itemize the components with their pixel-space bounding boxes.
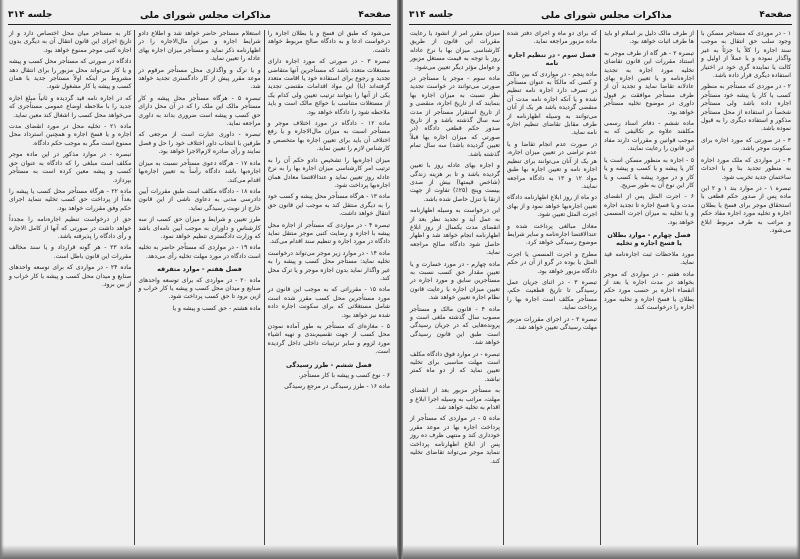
paragraph: ماده ششم - دفاتر اسناد رسمی مکلفند علاوه بر تکالیفی که به موجب قوانین و مقررات دارند مفاد این قانون را رعایت نمایند. — [604, 120, 694, 153]
book-gutter — [397, 0, 403, 559]
paragraph: تبصره ۲ - هر گاه از طرف موجر به استناد مقررات این قانون تقاضای تخلیه مورد اجاره به تجدید اجاره‌نامه و یا تعیین اجاره بهای عادلانه تقاضا نماید و تجدید آن از طرف مستأجر موافقت بر قبول داوری در موضوع تخلیه مستأجر خواهد بود. — [604, 49, 694, 116]
paragraph: ماده پنجم - در مواردی که بین مالک و کسی که مالکاً به عنوان مستأجر در تصرف دارد اجاره نامه تنظیم شده و یا آنکه اجاره نامه مدت آن منقضی گردیده باشد هر یک از آنان می‌توانند به وسیله اظهارنامه از طرف مقابل تقاضای تنظیم اجاره نامه نماید. — [507, 70, 597, 137]
paragraph: استعلام مستأجر حاضر خواهد شد و اطلاع دادو شرایط اجاره و میزان مال‌الاجاره را در اظهارنامه ذکر نماید و مستأجر میزان اجاره بهای عادله را تعیین نماید. — [138, 30, 261, 63]
paragraph: به مستأجر مزبور بعد از انقضای مهلت، مراتب به وسیله اجرا ابلاغ و اقدام به تخلیه خواهد شد. — [410, 387, 500, 412]
section-heading: فصل ششم - طرز رسیدگی — [286, 360, 372, 369]
text-column — [264, 30, 393, 545]
paragraph: مورد ملاحظات ثبت اجاره‌نامه قید نماید. — [604, 250, 694, 267]
page-bottom-shadow — [401, 545, 800, 559]
paragraph: که برای دو ماه و اجرای دفتر شده ماده مزبور مراجعه نماید. — [507, 30, 597, 46]
left-page-columns — [6, 30, 393, 545]
paragraph: از طرف مالک دلیل بر اسلام او باید ها طرف اثبات خواهد بود. — [604, 30, 694, 46]
paragraph: مطرح و اجرت المسمی یا اجرت المثل یا بوده در گرو از آن در حکم دادگاه مزبور خواهد بود. — [507, 250, 597, 275]
right-page-columns — [407, 30, 794, 545]
text-column — [503, 30, 600, 545]
section-heading: فصل هفتم - موارد متفرقه — [157, 265, 242, 274]
scan-edge-right — [796, 0, 800, 559]
paragraph: ماده هفتم - در مواردی که موجر بخواهد در مدت اجاره یا بعد از انقضاء اجاره بر حسب مورد حکم بطلان یا فسخ اجاره و تخلیه مورد اجاره را درخواست کند. — [604, 270, 694, 312]
paragraph: تبصره ۱ - در موارد بند ۱ و ۲ این ماده پس از صدور حکم قطعی با استحقاق موجر برای فسخ یا بطلان اجاره و تخلیه مورد اجاره مفاد حکم و مراتب به طرف مربوط ابلاغ می‌شود. — [701, 184, 791, 234]
session-label: جلسه ۳۱۴ — [8, 10, 53, 20]
paragraph: ماده ۱۹ - در مواردی که مستأجر حاضر به تخلیه است دادگاه در مورد مهلت تخلیه رأی می‌دهد. — [138, 244, 261, 260]
paragraph: در صورت عدم انجام تقاضا و یا عدم تراضی در تعیین میزان اجاره، هر یک از آنان می‌توانند برای تنظیم اجاره نامه و تعیین اجاره بها طبق مواد ۱۲ و ۱۳ به دادگاه مراجعه نمایند. — [507, 140, 597, 190]
paragraph: ماده ۲۲ - هرگاه مستأجر محل کسب یا پیشه را بعداً از پرداخت حق کسب تخلیه ننماید اجرای حکم وفق مقررات خواهد بود. — [9, 187, 132, 212]
paragraph: و یا ترک و واگذاری محل مستأجر مرقوم در موعد مقرر پیش از کار دادگستری تجدید خواهد شد. — [138, 66, 261, 91]
paragraph: می‌شود که طبق آن فسخ و یا بطلان اجاره را درخواست ادعا و به دادگاه صالح مربوط خواهد داشت. — [267, 30, 390, 54]
section-heading: فصل سوم - در تنظیم اجاره نامه — [508, 50, 596, 68]
right-page — [400, 0, 800, 559]
paragraph: این درخواست به وسیله اظهارنامه به عمل آید و تجدید نظر بعد از انقضای مدت یکسال از روز ابلاغ اظهارنامه انجام خواهد شد و اظهار حاصل شود دادگاه صالح مراجعه نماید. — [410, 207, 500, 257]
paragraph: ماده ۱۴ - در موارد زیر موجر می‌تواند درخواست تخلیه نماید: مستأجر محل کسب و پیشه را به غیر واگذار نماید بدون اجازه موجر و یا ترک محل کند. — [267, 249, 390, 282]
paragraph: تبصره ۳ - در اثنای جریان عمل رسیدگی تا تاریخ قطعیت حکم، مستأجر مکلف است اجاره بها را پرداخت نماید. — [507, 278, 598, 312]
paragraph: دو ماه از روز ابلاغ اظهارنامه دادگاه تعیین اجاره‌بها خواهد نمود و از بهای اجرت المثل تعیین شود. — [507, 194, 597, 219]
right-page-header — [409, 8, 792, 25]
paragraph: تبصره - در موارد مذکور در این ماده موجر مکلف است مبلغی را که دادگاه به عنوان حق کسب و پیشه معین کرده است به مستأجر بپردازد. — [9, 151, 132, 184]
paragraph: دادگاه در صورتی که مستأجر محل کسب و پیشه و یا کار می‌تواند محل مزبور را برای انتقال دهد مشروط بر اینکه اولاً مستأجر جدید با همان کسب و پیشه یا کار مشغول شود. — [9, 58, 132, 91]
text-column — [600, 30, 697, 545]
paragraph: ماده چهارم - در مورد خسارت و یا تعیین مقدار حق کسب نسبت به مستأجرین سابق و مورد اجاره در تعیین میزان اجاره با رعایت قانون نظام اجاره تعیین خواهد شد. — [410, 260, 500, 302]
paragraph: ماده هشتم - حق کسب و پیشه و یا — [172, 304, 261, 312]
paragraph: ۵ - مغازه‌ای که مستأجر به طور آماده نمودن محل کسب از جهت تقسیم‌بندی و تهیه اشیاء مورد لزوم و سایر ترتیبات داخلی داخل گردیده است. — [267, 323, 390, 356]
paragraph: ۳ - در صورتی که مورد اجاره برای سکونت موجر باشد. — [701, 136, 791, 153]
paragraph: کار به مستأجر میان محل اختصاص دارد و از تاریخ اجرای این قانون انتقال آن به دیگری بدون اجازه کتبی موجر ممنوع خواهد بود. — [9, 30, 132, 54]
text-column — [134, 30, 263, 545]
paragraph: ۶ - نوع کسب و پیشه با کار مستأجر. — [298, 372, 390, 380]
text-column — [6, 30, 134, 545]
paragraph: ماده ۱۷ - هرگاه دعوی مستأجر نسبت به میزان اجاره‌بها باشد دادگاه رأساً به تعیین اجاره‌بها اقدام می‌کند. — [138, 159, 261, 184]
paragraph: ماده ۲۰ - در مواردی که برای توسعه واحدهای صنایع و میدان محل کسب و پیشه یا کار خراب و ازین برود تا حق کسب پرداخت شود. — [138, 276, 261, 301]
paragraph: معادل مبالغی پرداخت شده و عند‌الاقتضا اجاره‌نامه و سایر شرایط موضوع رسیدگی خواهد کرد. — [507, 222, 597, 247]
paragraph: ۵ - اجاره به منظور مسکن است یا کار یا پیشه و یا کسب و پیشه و یا کار و در مورد پیشه یا کسب و یا کار این نوع آن به طور صریح. — [604, 156, 694, 189]
paragraph: ماده ۱۳ - هرگاه مستأجر محل پیشه و کسب خود را به دیگری منتقل کند به موجب این قانون حق انتقال خواهد داشت. — [267, 193, 390, 218]
paragraph: و اجاره بهای عادله روز با تعیین گردیده باشد و تا بر هزینه زندگی (شاخص قیمتها) بیش از صدی بیست وپنج (۲۵٪) تفاوت از جهت ارتقا یا تنزل حاصل شده باشد. — [410, 162, 500, 203]
paragraph: میزان اجاره‌بها را تشخیص دادو حکم آن را به ترتیب امر کارشناسی میزان اجاره بها را به نرخ عادله روز تعیین نماید و عند‌الاقتضا معادل همان اجاره‌بها پرداخت شود. — [267, 156, 390, 189]
text-column — [697, 30, 794, 545]
left-page-header — [8, 8, 391, 25]
publication-title: مذاکرات مجلس شورای ملی — [540, 9, 672, 21]
paragraph: ماده ۲۱ - تخلیه محل در مورد انقضای مدت اجاره و یا فسخ اجاره و همچنین استرداد محل ممنوع است مگر به موجب حکم دادگاه. — [9, 123, 132, 147]
paragraph: تبصره - داوری عبارت است از مرجعی که طرفین با انتخاب داور اختلاف خود را حل و فصل نمایند و رأی صادره لازم‌الاجرا خواهد بود. — [138, 131, 261, 156]
paragraph: ماده ۲۳ - هر گونه قرارداد و یا سند مخالف مقررات این قانون باطل است. — [9, 244, 132, 260]
paragraph: ماده سوم - موجر یا مستأجر در صورتی می‌توانند در خواست تجدید نظر نسبت به میزان اجاره بها بنمایند که از تاریخ اجاره، منقضی و از تاریخ استقرار مستأجر از مدت سه سال گذشته باشد و از تاریخ صدور حکم قطعی دادگاه (در صورتی که میزان اجاره بها قبلاً تعیین گردیده باشد) سه سال تمام گذشته باشد. — [410, 75, 500, 158]
page-bottom-shadow — [0, 545, 399, 559]
session-label: جلسه ۳۱۴ — [409, 10, 454, 20]
paragraph: ماده ۲۴ - در مواردی که برای توسعه واحدهای صنایع و میدان محل کسب و پیشه یا کار خراب و از بین برود. — [9, 264, 132, 288]
page-label: صفحه۴ — [358, 10, 391, 20]
paragraph: ماده ۱۸ - دادگاه مکلف است طبق مقررات آیین دادرسی مدنی به دعاوی ناشی از این قانون خارج از نوبت رسیدگی نماید. — [138, 187, 261, 212]
paragraph: ماده ۱۲ - دادگاه در مورد اختلاف موجر و مستأجر اسبت به میزان مال‌الاجاره و یا رفع اختلاف آن باید برای تعیین اجاره بها متخصص و کارشناس لازم را تعیین نماید. — [267, 120, 390, 153]
paragraph: میزان مقرر امر از انشود یا رعایت مقررات این قانون از طریق کارشناسی میزان بها با نرخ عادله روز با توجه به قیمت مستغل مزبور و عوامل مؤثر دیگر تعیین می‌شود. — [410, 30, 500, 71]
text-column — [407, 30, 503, 545]
paragraph: ماده ۱۵ - مقرراتی که به موجب این قانون در مورد مستأجرین محل کسب مقرر شده است شامل مستغلاتی که برای سکونت اجاره داده شده نیز خواهد بود. — [267, 286, 390, 319]
page-label: صفحه۴ — [759, 10, 792, 20]
paragraph: ۶ - اجرت المثل پس از انقضای مدت و یا فسخ اجاره تا تجدید اجاره و یا تخلیه به میزان اجرت المسمی خواهد بود. — [604, 193, 694, 226]
paragraph: ۴ - در مواردی که ملک مورد اجاره به منظور تجدید بنا و یا احداث ساختمان جدید تخریب شود. — [701, 156, 791, 181]
paragraph: ماده ۱۶ - طرز رسیدگی در مرجع رسیدگی — [284, 383, 390, 391]
paragraph: تبصره ۴ - در مواردی که مستأجر از اجاره محل پیشه با اجازه و رضایت کتبی موجر منتقل نماید دادگاه در مورد اجاره و تنظیم سند اقدام می‌کند. — [267, 221, 391, 246]
paragraph: ۱ - در موردی که مستأجر مسکن با وجود سلب حق انتقال به موجب سند اجاره را کلاً یا جزئاً به غیر واگذار نموده و یا عملاً از اولیل و کالت یا نماینده گری خود در اختیار استفاده دیگری قرار داده باشد. — [701, 30, 791, 80]
paragraph: طرز تعیین و شرایط و میزان حق کسب از سه کارشناس و داوران به موجب آیین نامه‌ای باشد که وزارت دادگستری تنظیم خواهد نمود. — [138, 216, 261, 240]
paragraph: ماده ۵ - در مواردی که مستأجر از پرداخت اجاره بها در موعد مقرر خودداری کند و منتهی ظرف ده روز پس از ابلاغ اظهارنامه پرداخت ننماید موجر می‌تواند تقاضای تخلیه کند. — [410, 415, 501, 465]
paragraph: حق از درخواست تنظیم اجاره‌نامه را مجدداً خواهد داشت در صورتی که آنها از کامل الاجاره و رأی دادگاه را پذیرفته باشد. — [9, 216, 132, 240]
paragraph: ماده ۴ - قانون مالک و مستأجر مصوب سال گذشته ملغی است و پرونده‌هایی که در جریان رسیدگی است طبق این قانون رسیدگی خواهد شد. — [410, 305, 501, 347]
paragraph: تبصره - در موارد فوق دادگاه مکلف است مهلت مناسبی برای تخلیه تعیین نماید که از دو ماه کمتر نباشد. — [410, 350, 500, 383]
paragraph: تبصره ۳ - در صورتی که مورد اجاره دارای مستغلات متعدد باشد که مستأجرین آنها متقاضی تجدید و رجوع برای استفاده خود یا اقامت متعدد گرفته‌اند (با) این مواد اقدامات مقتضی تجدید یکی از آنها را بتوانند ترتیب تعیین ولی کدام یک از مستغلات متناسب با حوائج مالک است و باید ملاحظه شود را دادگاه خواهد بود. — [267, 58, 391, 116]
scan-edge-left — [0, 0, 4, 559]
section-heading: فصل چهارم - موارد بطلان یا فسخ اجاره و تخلیه — [607, 230, 691, 248]
paragraph: که در اجاره نامه قید گردیده و ثانیاً مبلغ اجاره جدید را با ملاحظه اوضاع عمومی مستأجری که می‌خواهد محل کسب را اشغال کند معین نماید. — [9, 94, 132, 119]
paragraph: تبصره ۲ - در اجرای مقررات مزبور مهلت رسیدگی تعیین خواهد شد. — [507, 315, 598, 331]
publication-title: مذاکرات مجلس شورای ملی — [139, 9, 271, 21]
paragraph: ۲ - در موردی که مستأجر به منظور کسب یا کار یا پیشه خود مستأجر اجاره داده باشد ولی مستأجر شخصاً در استفاده از محل مستأجر مذکور و استفاده دیگری را به قبول نموده باشد. — [701, 83, 791, 133]
paragraph: تبصره ۵ - هرگاه مستأجر محل پیشه و کار مستأجر مالک این ملک را که در آن محل دارای حق کسب و پیشه است ضروری بداند به داوری مراجعه نماید. — [138, 94, 261, 128]
